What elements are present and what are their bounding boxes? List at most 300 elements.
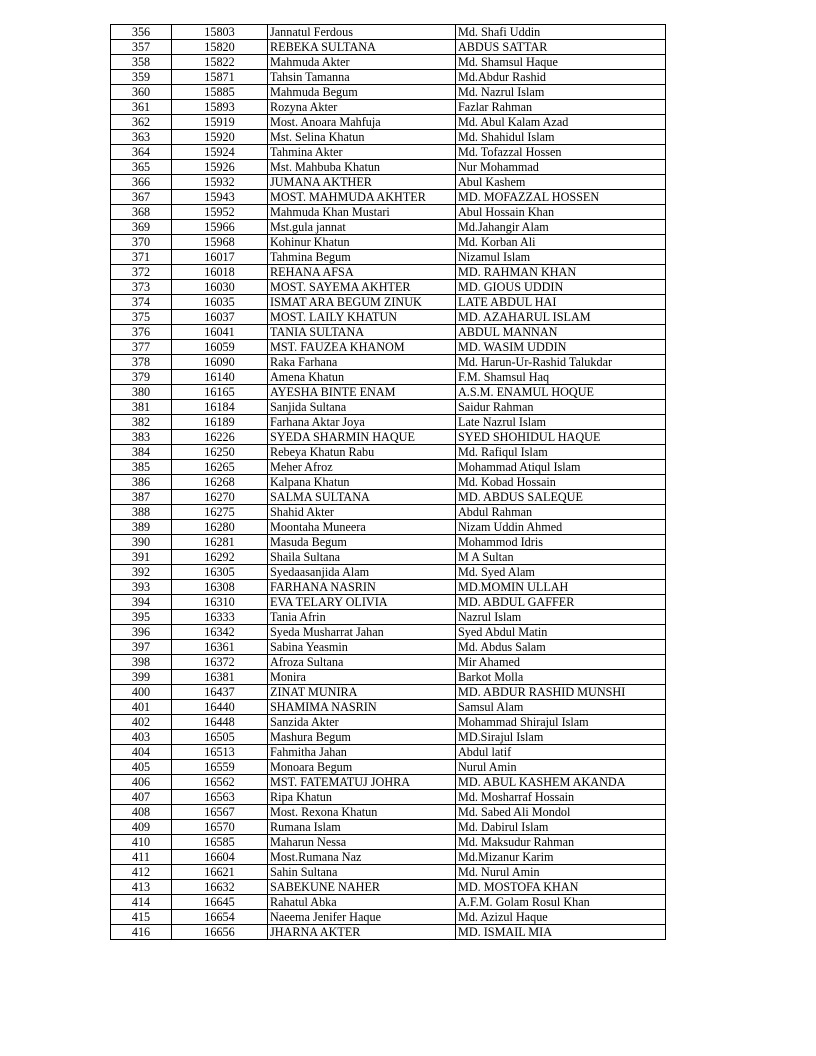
serial-cell: 402 xyxy=(111,715,172,730)
table-row xyxy=(111,295,666,310)
table-row xyxy=(111,745,666,760)
candidate-name-cell: SYEDA SHARMIN HAQUE xyxy=(268,430,456,445)
father-name-cell: Md.Mizanur Karim xyxy=(456,850,666,865)
table-row xyxy=(111,430,666,445)
table-row xyxy=(111,160,666,175)
table-row xyxy=(111,70,666,85)
candidate-name-cell: Rahatul Abka xyxy=(268,895,456,910)
serial-cell: 369 xyxy=(111,220,172,235)
table-row xyxy=(111,490,666,505)
serial-cell: 415 xyxy=(111,910,172,925)
table-row xyxy=(111,520,666,535)
father-name-cell: Nizam Uddin Ahmed xyxy=(456,520,666,535)
roll-number-cell: 16250 xyxy=(172,445,268,460)
candidate-name-cell: Syedaasanjida Alam xyxy=(268,565,456,580)
serial-cell: 416 xyxy=(111,925,172,940)
serial-cell: 408 xyxy=(111,805,172,820)
father-name-cell: Md.Abdur Rashid xyxy=(456,70,666,85)
table-row xyxy=(111,565,666,580)
candidate-name-cell: Sanjida Sultana xyxy=(268,400,456,415)
table-row xyxy=(111,880,666,895)
roll-number-cell: 15932 xyxy=(172,175,268,190)
roll-number-cell: 16189 xyxy=(172,415,268,430)
candidate-name-cell: Sahin Sultana xyxy=(268,865,456,880)
candidate-name-cell: Moontaha Muneera xyxy=(268,520,456,535)
serial-cell: 398 xyxy=(111,655,172,670)
candidate-name-cell: Tania Afrin xyxy=(268,610,456,625)
roll-number-cell: 16090 xyxy=(172,355,268,370)
serial-cell: 387 xyxy=(111,490,172,505)
serial-cell: 377 xyxy=(111,340,172,355)
roll-number-cell: 16281 xyxy=(172,535,268,550)
roll-number-cell: 16184 xyxy=(172,400,268,415)
serial-cell: 410 xyxy=(111,835,172,850)
father-name-cell: MD. ISMAIL MIA xyxy=(456,925,666,940)
table-row xyxy=(111,415,666,430)
roll-number-cell: 15820 xyxy=(172,40,268,55)
serial-cell: 374 xyxy=(111,295,172,310)
father-name-cell: MD. RAHMAN KHAN xyxy=(456,265,666,280)
table-row xyxy=(111,595,666,610)
roll-number-cell: 16305 xyxy=(172,565,268,580)
roll-number-cell: 16440 xyxy=(172,700,268,715)
roll-number-cell: 16585 xyxy=(172,835,268,850)
roll-number-cell: 16041 xyxy=(172,325,268,340)
roll-number-cell: 16310 xyxy=(172,595,268,610)
father-name-cell: LATE ABDUL HAI xyxy=(456,295,666,310)
table-row xyxy=(111,145,666,160)
serial-cell: 363 xyxy=(111,130,172,145)
father-name-cell: Md. Mosharraf Hossain xyxy=(456,790,666,805)
serial-cell: 400 xyxy=(111,685,172,700)
serial-cell: 394 xyxy=(111,595,172,610)
father-name-cell: Nurul Amin xyxy=(456,760,666,775)
serial-cell: 409 xyxy=(111,820,172,835)
serial-cell: 373 xyxy=(111,280,172,295)
roll-number-cell: 15943 xyxy=(172,190,268,205)
candidate-name-cell: Shahid Akter xyxy=(268,505,456,520)
table-row xyxy=(111,190,666,205)
serial-cell: 393 xyxy=(111,580,172,595)
candidate-list-body xyxy=(111,25,666,940)
roll-number-cell: 15871 xyxy=(172,70,268,85)
table-row xyxy=(111,355,666,370)
table-row xyxy=(111,835,666,850)
candidate-name-cell: Sabina Yeasmin xyxy=(268,640,456,655)
serial-cell: 399 xyxy=(111,670,172,685)
candidate-name-cell: Shaila Sultana xyxy=(268,550,456,565)
roll-number-cell: 16140 xyxy=(172,370,268,385)
roll-number-cell: 15803 xyxy=(172,25,268,40)
father-name-cell: MD. WASIM UDDIN xyxy=(456,340,666,355)
father-name-cell: Md. Azizul Haque xyxy=(456,910,666,925)
serial-cell: 396 xyxy=(111,625,172,640)
father-name-cell: Md. Syed Alam xyxy=(456,565,666,580)
table-row xyxy=(111,310,666,325)
roll-number-cell: 16437 xyxy=(172,685,268,700)
father-name-cell: F.M. Shamsul Haq xyxy=(456,370,666,385)
table-row xyxy=(111,910,666,925)
table-row xyxy=(111,805,666,820)
table-row xyxy=(111,385,666,400)
table-row xyxy=(111,100,666,115)
father-name-cell: Mohammod Idris xyxy=(456,535,666,550)
serial-cell: 359 xyxy=(111,70,172,85)
table-row xyxy=(111,325,666,340)
roll-number-cell: 16632 xyxy=(172,880,268,895)
table-row xyxy=(111,550,666,565)
father-name-cell: Abul Hossain Khan xyxy=(456,205,666,220)
table-row xyxy=(111,670,666,685)
roll-number-cell: 16226 xyxy=(172,430,268,445)
candidate-name-cell: Ripa Khatun xyxy=(268,790,456,805)
serial-cell: 362 xyxy=(111,115,172,130)
roll-number-cell: 16562 xyxy=(172,775,268,790)
table-row xyxy=(111,685,666,700)
serial-cell: 361 xyxy=(111,100,172,115)
candidate-name-cell: MOST. MAHMUDA AKHTER xyxy=(268,190,456,205)
serial-cell: 405 xyxy=(111,760,172,775)
candidate-name-cell: SALMA SULTANA xyxy=(268,490,456,505)
roll-number-cell: 16059 xyxy=(172,340,268,355)
father-name-cell: Fazlar Rahman xyxy=(456,100,666,115)
roll-number-cell: 16645 xyxy=(172,895,268,910)
father-name-cell: Mohammad Atiqul Islam xyxy=(456,460,666,475)
candidate-list-table xyxy=(110,24,666,940)
table-row xyxy=(111,370,666,385)
father-name-cell: Nizamul Islam xyxy=(456,250,666,265)
candidate-name-cell: ZINAT MUNIRA xyxy=(268,685,456,700)
candidate-name-cell: Kalpana Khatun xyxy=(268,475,456,490)
table-row xyxy=(111,925,666,940)
table-row xyxy=(111,820,666,835)
candidate-name-cell: Maharun Nessa xyxy=(268,835,456,850)
serial-cell: 365 xyxy=(111,160,172,175)
father-name-cell: Md. Dabirul Islam xyxy=(456,820,666,835)
father-name-cell: Md.Jahangir Alam xyxy=(456,220,666,235)
candidate-name-cell: Rumana Islam xyxy=(268,820,456,835)
table-row xyxy=(111,730,666,745)
roll-number-cell: 15952 xyxy=(172,205,268,220)
candidate-name-cell: Rozyna Akter xyxy=(268,100,456,115)
roll-number-cell: 16372 xyxy=(172,655,268,670)
father-name-cell: MD. ABUL KASHEM AKANDA xyxy=(456,775,666,790)
candidate-name-cell: Mst. Mahbuba Khatun xyxy=(268,160,456,175)
father-name-cell: MD.Sirajul Islam xyxy=(456,730,666,745)
serial-cell: 375 xyxy=(111,310,172,325)
table-row xyxy=(111,460,666,475)
roll-number-cell: 16035 xyxy=(172,295,268,310)
serial-cell: 413 xyxy=(111,880,172,895)
roll-number-cell: 16270 xyxy=(172,490,268,505)
table-row xyxy=(111,610,666,625)
table-row xyxy=(111,250,666,265)
candidate-name-cell: Tahsin Tamanna xyxy=(268,70,456,85)
table-row xyxy=(111,55,666,70)
roll-number-cell: 15968 xyxy=(172,235,268,250)
table-row xyxy=(111,895,666,910)
serial-cell: 407 xyxy=(111,790,172,805)
roll-number-cell: 16563 xyxy=(172,790,268,805)
roll-number-cell: 16621 xyxy=(172,865,268,880)
father-name-cell: Abul Kashem xyxy=(456,175,666,190)
roll-number-cell: 16559 xyxy=(172,760,268,775)
candidate-name-cell: MOST. LAILY KHATUN xyxy=(268,310,456,325)
roll-number-cell: 16275 xyxy=(172,505,268,520)
candidate-name-cell: Most.Rumana Naz xyxy=(268,850,456,865)
roll-number-cell: 15966 xyxy=(172,220,268,235)
father-name-cell: A.F.M. Golam Rosul Khan xyxy=(456,895,666,910)
candidate-name-cell: Mst.gula jannat xyxy=(268,220,456,235)
father-name-cell: Barkot Molla xyxy=(456,670,666,685)
father-name-cell: MD. MOSTOFA KHAN xyxy=(456,880,666,895)
serial-cell: 364 xyxy=(111,145,172,160)
father-name-cell: Md. Shahidul Islam xyxy=(456,130,666,145)
table-row xyxy=(111,790,666,805)
serial-cell: 383 xyxy=(111,430,172,445)
father-name-cell: MD. ABDUR RASHID MUNSHI xyxy=(456,685,666,700)
candidate-name-cell: REHANA AFSA xyxy=(268,265,456,280)
candidate-name-cell: Kohinur Khatun xyxy=(268,235,456,250)
table-row xyxy=(111,655,666,670)
father-name-cell: SYED SHOHIDUL HAQUE xyxy=(456,430,666,445)
candidate-name-cell: REBEKA SULTANA xyxy=(268,40,456,55)
roll-number-cell: 15919 xyxy=(172,115,268,130)
candidate-name-cell: ISMAT ARA BEGUM ZINUK xyxy=(268,295,456,310)
father-name-cell: ABDUS SATTAR xyxy=(456,40,666,55)
father-name-cell: Abdul latif xyxy=(456,745,666,760)
serial-cell: 371 xyxy=(111,250,172,265)
father-name-cell: Md. Maksudur Rahman xyxy=(456,835,666,850)
table-row xyxy=(111,25,666,40)
candidate-name-cell: Tahmina Akter xyxy=(268,145,456,160)
father-name-cell: Mir Ahamed xyxy=(456,655,666,670)
roll-number-cell: 16342 xyxy=(172,625,268,640)
serial-cell: 386 xyxy=(111,475,172,490)
father-name-cell: Samsul Alam xyxy=(456,700,666,715)
father-name-cell: Md. Rafiqul Islam xyxy=(456,445,666,460)
table-row xyxy=(111,400,666,415)
serial-cell: 368 xyxy=(111,205,172,220)
roll-number-cell: 16265 xyxy=(172,460,268,475)
serial-cell: 397 xyxy=(111,640,172,655)
roll-number-cell: 15822 xyxy=(172,55,268,70)
table-row xyxy=(111,535,666,550)
roll-number-cell: 15885 xyxy=(172,85,268,100)
father-name-cell: MD. ABDUL GAFFER xyxy=(456,595,666,610)
candidate-name-cell: Mst. Selina Khatun xyxy=(268,130,456,145)
father-name-cell: Md. Nurul Amin xyxy=(456,865,666,880)
table-row xyxy=(111,175,666,190)
roll-number-cell: 16505 xyxy=(172,730,268,745)
candidate-name-cell: Afroza Sultana xyxy=(268,655,456,670)
roll-number-cell: 16292 xyxy=(172,550,268,565)
candidate-name-cell: Masuda Begum xyxy=(268,535,456,550)
candidate-name-cell: Mahmuda Akter xyxy=(268,55,456,70)
table-row xyxy=(111,130,666,145)
roll-number-cell: 16654 xyxy=(172,910,268,925)
serial-cell: 356 xyxy=(111,25,172,40)
roll-number-cell: 16361 xyxy=(172,640,268,655)
candidate-name-cell: AYESHA BINTE ENAM xyxy=(268,385,456,400)
serial-cell: 372 xyxy=(111,265,172,280)
serial-cell: 367 xyxy=(111,190,172,205)
serial-cell: 360 xyxy=(111,85,172,100)
candidate-name-cell: Most. Rexona Khatun xyxy=(268,805,456,820)
roll-number-cell: 16333 xyxy=(172,610,268,625)
serial-cell: 411 xyxy=(111,850,172,865)
roll-number-cell: 16448 xyxy=(172,715,268,730)
father-name-cell: Md. Tofazzal Hossen xyxy=(456,145,666,160)
father-name-cell: Md. Shafi Uddin xyxy=(456,25,666,40)
candidate-name-cell: Fahmitha Jahan xyxy=(268,745,456,760)
roll-number-cell: 15920 xyxy=(172,130,268,145)
candidate-name-cell: JUMANA AKTHER xyxy=(268,175,456,190)
roll-number-cell: 16017 xyxy=(172,250,268,265)
roll-number-cell: 16018 xyxy=(172,265,268,280)
candidate-name-cell: MOST. SAYEMA AKHTER xyxy=(268,280,456,295)
roll-number-cell: 16268 xyxy=(172,475,268,490)
father-name-cell: Md. Shamsul Haque xyxy=(456,55,666,70)
table-row xyxy=(111,280,666,295)
candidate-name-cell: TANIA SULTANA xyxy=(268,325,456,340)
table-row xyxy=(111,715,666,730)
father-name-cell: Syed Abdul Matin xyxy=(456,625,666,640)
candidate-name-cell: Farhana Aktar Joya xyxy=(268,415,456,430)
table-row xyxy=(111,865,666,880)
father-name-cell: Nur Mohammad xyxy=(456,160,666,175)
roll-number-cell: 16570 xyxy=(172,820,268,835)
table-row xyxy=(111,640,666,655)
serial-cell: 403 xyxy=(111,730,172,745)
candidate-name-cell: Most. Anoara Mahfuja xyxy=(268,115,456,130)
serial-cell: 392 xyxy=(111,565,172,580)
serial-cell: 384 xyxy=(111,445,172,460)
father-name-cell: Md. Abdus Salam xyxy=(456,640,666,655)
candidate-name-cell: JHARNA AKTER xyxy=(268,925,456,940)
father-name-cell: Md. Harun-Ur-Rashid Talukdar xyxy=(456,355,666,370)
candidate-name-cell: SHAMIMA NASRIN xyxy=(268,700,456,715)
roll-number-cell: 16567 xyxy=(172,805,268,820)
serial-cell: 376 xyxy=(111,325,172,340)
father-name-cell: MD. ABDUS SALEQUE xyxy=(456,490,666,505)
candidate-name-cell: Naeema Jenifer Haque xyxy=(268,910,456,925)
serial-cell: 370 xyxy=(111,235,172,250)
roll-number-cell: 16604 xyxy=(172,850,268,865)
table-row xyxy=(111,265,666,280)
father-name-cell: A.S.M. ENAMUL HOQUE xyxy=(456,385,666,400)
roll-number-cell: 16037 xyxy=(172,310,268,325)
father-name-cell: Md. Abul Kalam Azad xyxy=(456,115,666,130)
serial-cell: 366 xyxy=(111,175,172,190)
roll-number-cell: 16165 xyxy=(172,385,268,400)
candidate-name-cell: MST. FAUZEA KHANOM xyxy=(268,340,456,355)
serial-cell: 401 xyxy=(111,700,172,715)
father-name-cell: M A Sultan xyxy=(456,550,666,565)
serial-cell: 412 xyxy=(111,865,172,880)
candidate-name-cell: Amena Khatun xyxy=(268,370,456,385)
serial-cell: 390 xyxy=(111,535,172,550)
roll-number-cell: 15924 xyxy=(172,145,268,160)
candidate-name-cell: Meher Afroz xyxy=(268,460,456,475)
serial-cell: 380 xyxy=(111,385,172,400)
roll-number-cell: 15893 xyxy=(172,100,268,115)
table-row xyxy=(111,340,666,355)
candidate-name-cell: Rebeya Khatun Rabu xyxy=(268,445,456,460)
table-row xyxy=(111,700,666,715)
father-name-cell: MD. AZAHARUL ISLAM xyxy=(456,310,666,325)
serial-cell: 389 xyxy=(111,520,172,535)
roll-number-cell: 16280 xyxy=(172,520,268,535)
roll-number-cell: 16381 xyxy=(172,670,268,685)
father-name-cell: ABDUL MANNAN xyxy=(456,325,666,340)
serial-cell: 382 xyxy=(111,415,172,430)
father-name-cell: MD.MOMIN ULLAH xyxy=(456,580,666,595)
serial-cell: 395 xyxy=(111,610,172,625)
father-name-cell: Late Nazrul Islam xyxy=(456,415,666,430)
serial-cell: 385 xyxy=(111,460,172,475)
table-row xyxy=(111,625,666,640)
candidate-name-cell: Monoara Begum xyxy=(268,760,456,775)
father-name-cell: Md. Kobad Hossain xyxy=(456,475,666,490)
candidate-name-cell: SABEKUNE NAHER xyxy=(268,880,456,895)
table-row xyxy=(111,775,666,790)
candidate-name-cell: FARHANA NASRIN xyxy=(268,580,456,595)
father-name-cell: Saidur Rahman xyxy=(456,400,666,415)
table-row xyxy=(111,205,666,220)
father-name-cell: Nazrul Islam xyxy=(456,610,666,625)
candidate-name-cell: Syeda Musharrat Jahan xyxy=(268,625,456,640)
candidate-name-cell: Mahmuda Begum xyxy=(268,85,456,100)
serial-cell: 406 xyxy=(111,775,172,790)
table-row xyxy=(111,220,666,235)
serial-cell: 358 xyxy=(111,55,172,70)
table-row xyxy=(111,115,666,130)
serial-cell: 414 xyxy=(111,895,172,910)
roll-number-cell: 16656 xyxy=(172,925,268,940)
father-name-cell: Abdul Rahman xyxy=(456,505,666,520)
candidate-name-cell: MST. FATEMATUJ JOHRA xyxy=(268,775,456,790)
table-row xyxy=(111,40,666,55)
roll-number-cell: 16308 xyxy=(172,580,268,595)
roll-number-cell: 16513 xyxy=(172,745,268,760)
serial-cell: 381 xyxy=(111,400,172,415)
table-row xyxy=(111,505,666,520)
table-row xyxy=(111,235,666,250)
serial-cell: 388 xyxy=(111,505,172,520)
candidate-name-cell: Monira xyxy=(268,670,456,685)
serial-cell: 379 xyxy=(111,370,172,385)
table-row xyxy=(111,850,666,865)
table-row xyxy=(111,760,666,775)
table-row xyxy=(111,475,666,490)
father-name-cell: MD. MOFAZZAL HOSSEN xyxy=(456,190,666,205)
candidate-name-cell: Mahmuda Khan Mustari xyxy=(268,205,456,220)
candidate-name-cell: EVA TELARY OLIVIA xyxy=(268,595,456,610)
father-name-cell: Mohammad Shirajul Islam xyxy=(456,715,666,730)
candidate-name-cell: Jannatul Ferdous xyxy=(268,25,456,40)
roll-number-cell: 15926 xyxy=(172,160,268,175)
father-name-cell: Md. Nazrul Islam xyxy=(456,85,666,100)
candidate-name-cell: Raka Farhana xyxy=(268,355,456,370)
candidate-name-cell: Sanzida Akter xyxy=(268,715,456,730)
father-name-cell: MD. GIOUS UDDIN xyxy=(456,280,666,295)
roll-number-cell: 16030 xyxy=(172,280,268,295)
serial-cell: 378 xyxy=(111,355,172,370)
table-row xyxy=(111,85,666,100)
table-row xyxy=(111,445,666,460)
father-name-cell: Md. Korban Ali xyxy=(456,235,666,250)
